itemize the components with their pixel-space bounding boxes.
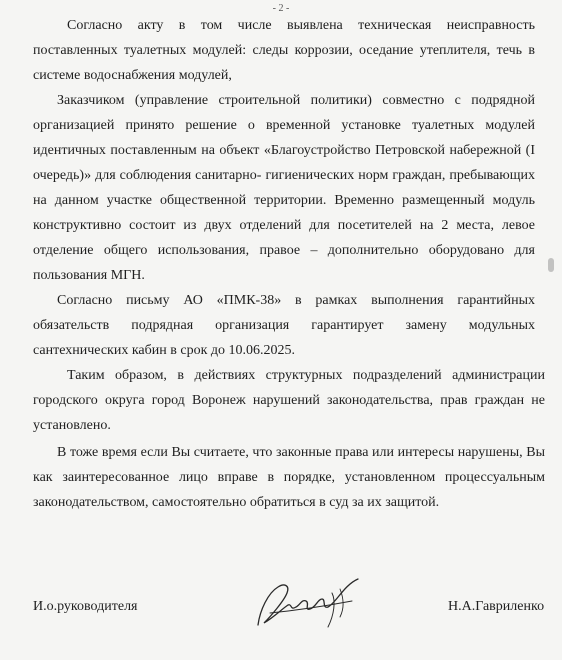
paragraph-court-notice	[33, 440, 545, 515]
scan-edge-mark	[548, 258, 554, 272]
paragraph-temporary-installation	[33, 88, 535, 288]
signer-name: Н.А.Гавриленко	[448, 599, 545, 614]
signer-title: И.о.руководителя	[33, 599, 138, 614]
paragraph-conclusion	[33, 363, 545, 438]
paragraph-warranty	[33, 288, 535, 363]
paragraph-text: Согласно письму АО «ПМК-38» в рамках выполнения гарантийных обязательств подрядная организация гарантирует замену модульных сантехнических кабин в срок до 10.06.2025.	[33, 293, 535, 358]
paragraph-text: Согласно акту в том числе выявлена техническая неисправность поставленных туалетных модулей: следы коррозии, оседание утеплителя, течь в системе водоснабжения модулей,	[33, 18, 535, 83]
paragraph-text: Заказчиком (управление строительной политики) совместно с подрядной организацией принято решение о временной установке туалетных модулей идентичных поставленным на объект «Благоустройство Петровской набережной (I очередь)» для соблюдения санитарно- гигиенических норм граждан, пребывающих на данном участке общественной территории. Временно размещенный модуль конструктивно состоит из двух отделений для посетителей на 2 места, левое отделение общего использования, правое – дополнительно оборудовано для пользования МГН.	[33, 93, 535, 283]
paragraph-inspection-act	[33, 13, 535, 88]
page-number: - 2 -	[272, 3, 290, 14]
handwritten-signature	[240, 565, 370, 640]
paragraph-text: Таким образом, в действиях структурных подразделений администрации городского округа город Воронеж нарушений законодательства, прав граждан не установлено.	[33, 368, 545, 433]
signature-block	[0, 595, 562, 625]
paragraph-text: В тоже время если Вы считаете, что законные права или интересы нарушены, Вы как заинтересованное лицо вправе в порядке, установленном процессуальным законодательством, самостоятельно обратиться в суд за их защитой.	[33, 445, 545, 510]
